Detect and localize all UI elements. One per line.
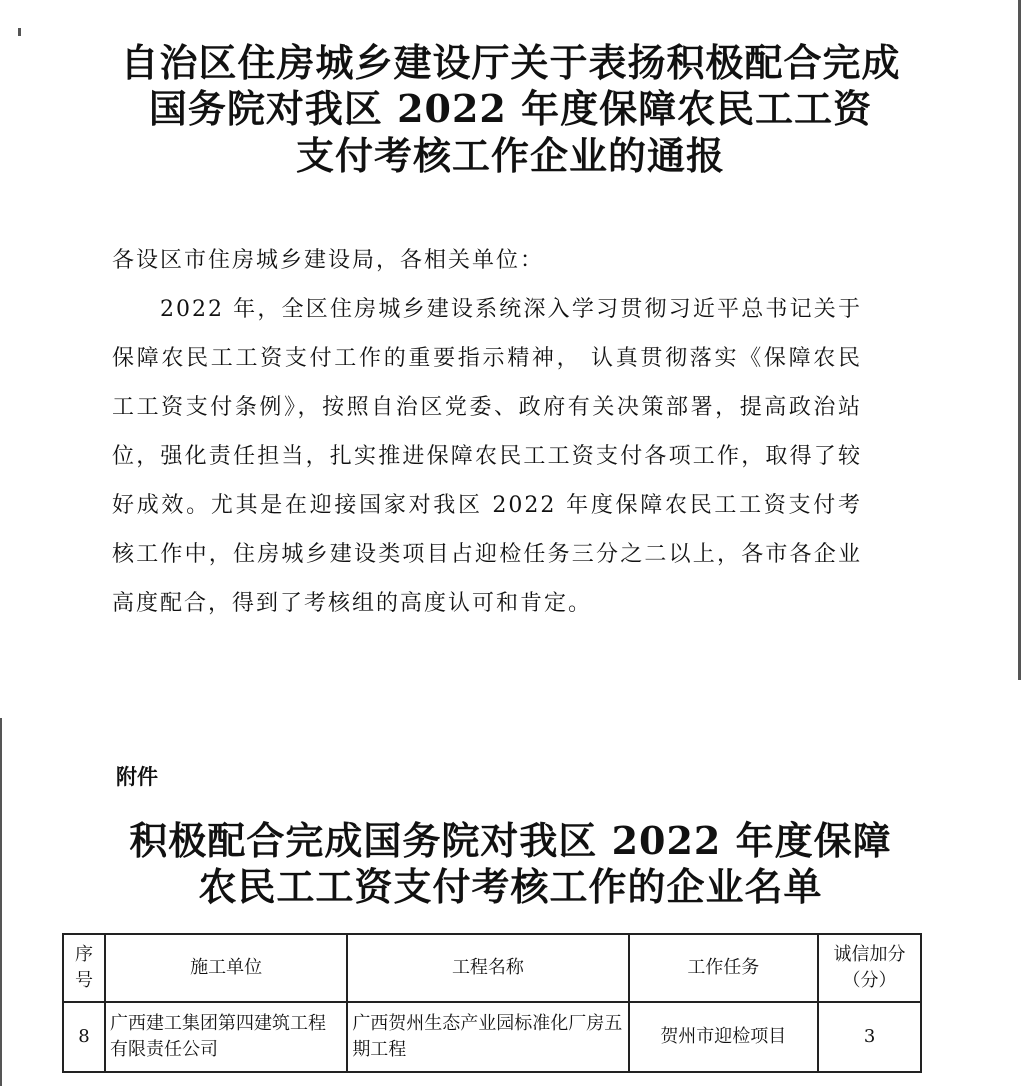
notice-title-line-1: 自治区住房城乡建设厅关于表扬积极配合完成 xyxy=(120,40,901,85)
attachment-title-line-1: 积极配合完成国务院对我区 2022 年度保障 xyxy=(129,818,892,863)
salutation: 各设区市住房城乡建设局，各相关单位： xyxy=(112,248,545,273)
attachment-label: 附件 xyxy=(116,765,158,789)
enterprise-table xyxy=(62,933,922,1073)
cell-contractor: 广西建工集团第四建筑工程有限责任公司 xyxy=(105,1002,347,1072)
table-row xyxy=(63,1002,921,1072)
header-contractor: 施工单位 xyxy=(105,934,347,1002)
header-project: 工程名称 xyxy=(347,934,628,1002)
header-index: 序号 xyxy=(63,934,105,1002)
scan-edge-top-left xyxy=(18,28,21,36)
notice-title-line-3: 支付考核工作企业的通报 xyxy=(295,133,725,178)
cell-credit-score: 3 xyxy=(818,1002,921,1072)
notice-body xyxy=(112,236,862,628)
cell-index: 8 xyxy=(63,1002,105,1072)
cell-task: 贺州市迎检项目 xyxy=(629,1002,819,1072)
table-header-row xyxy=(63,934,921,1002)
header-task: 工作任务 xyxy=(629,934,819,1002)
notice-paragraph: 2022 年，全区住房城乡建设系统深入学习贯彻习近平总书记关于保障农民工工资支付工作的重要指示精神， 认真贯彻落实《保障农民工工资支付条例》，按照自治区党委、政府有关决策部署，提高政治站位，强化责任担当，扎实推进保障农民工工资支付各项工作，取得了较好成效。尤其是在迎接国家对我区 2022 年度保障农民工工资支付考核工作中，住房城乡建设类项目占迎检任务三分之二以上，各市各企业高度配合，得到了考核组的高度认可和肯定。 xyxy=(112,297,862,616)
notice-title-line-2: 国务院对我区 2022 年度保障农民工工资 xyxy=(148,86,873,131)
attachment-title-line-2: 农民工工资支付考核工作的企业名单 xyxy=(198,864,823,909)
header-credit-score: 诚信加分（分） xyxy=(818,934,921,1002)
cell-project: 广西贺州生态产业园标准化厂房五期工程 xyxy=(347,1002,628,1072)
